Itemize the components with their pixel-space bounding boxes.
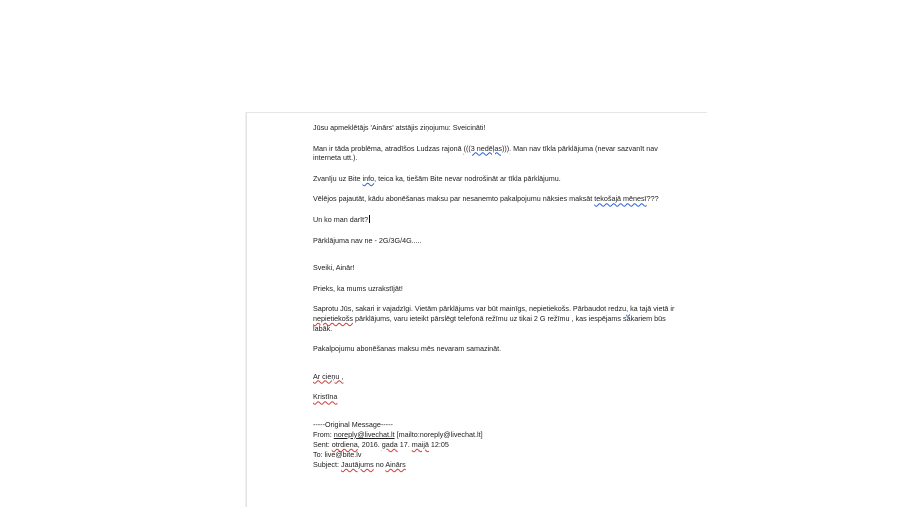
from-address-link[interactable]: noreply@livechat.lt [333, 429, 395, 439]
visitor-paragraph-3 [313, 194, 685, 204]
sent-label: Sent: [313, 439, 332, 449]
sign-off-text: Ar cieņu , [313, 371, 344, 381]
sent-time: 12:05 [428, 439, 449, 449]
original-message [313, 420, 685, 470]
sent-day: otrdiena [331, 439, 358, 449]
spacer [313, 256, 685, 263]
reply-text-misspelled: nepietiekošs [313, 313, 353, 323]
reply-thanks [313, 284, 685, 294]
intro-text: Jūsu apmeklētājs 'Ainārs' atstājis ziņojumu: Sveicināti! [313, 123, 486, 132]
p1-text-b: (((3 nedēļas))) [463, 143, 510, 153]
reply-thanks-text: Prieks, ka mums uzrakstījāt! [313, 283, 403, 293]
original-to [313, 450, 685, 460]
original-subject [313, 460, 685, 470]
reply-greeting-text: Sveiki, Ainār! [313, 263, 355, 273]
p5-text: Pārklājuma nav ne - 2G/3G/4G..... [313, 235, 422, 245]
spacer [313, 365, 685, 372]
p3-text-a: Vēlējos pajautāt, kādu abonēšanas maksu par nesanemto pakalpojumu nāksies maksāt [313, 194, 595, 204]
reply-fee-text: Pakalpojumu abonēšanas maksu mēs nevaram samazināt. [313, 344, 502, 354]
sent-month: maijā [411, 439, 429, 449]
signer-name-text: Kristīna [313, 392, 338, 402]
subject-word-2: no [373, 459, 386, 469]
from-mailto: [mailto:noreply@livechat.lt] [394, 429, 483, 439]
original-header-text: -----Original Message----- [313, 419, 393, 429]
from-label: From: [313, 429, 334, 439]
subject-word-1: Jautājums [340, 459, 374, 469]
email-body[interactable] [313, 123, 685, 470]
text-cursor [369, 215, 370, 223]
p2-text-c: , teica ka, tiešām Bite nevar nodrošināt ar tīkla pārklājumu. [374, 173, 561, 183]
visitor-paragraph-1 [313, 144, 685, 163]
sent-year: , 2016. [357, 439, 382, 449]
subject-label: Subject: [313, 459, 341, 469]
to-line: To: live@bite.lv [313, 449, 362, 459]
email-document[interactable] [246, 112, 707, 507]
spacer [313, 413, 685, 420]
p2-text-a: Zvanīju uz Bite [313, 173, 363, 183]
sent-gada: gada [381, 439, 398, 449]
p3-text-b: tekošajā mēnesī [594, 194, 647, 204]
original-header [313, 420, 685, 430]
reply-greeting [313, 263, 685, 273]
p3-text-c: ??? [646, 194, 659, 204]
reply-text-comma: , [626, 304, 631, 314]
reply-text-e: pārklājums, varu ieteikt pārslēgt telefonā režīmu uz tikai 2 G režīmu , kas iespējams sakariem būs labāk. [313, 313, 666, 333]
p4-text: Un ko man darīt? [313, 214, 369, 224]
p1-text-a: Man ir tāda problēma, atradīšos Ludzas rajonā [313, 143, 464, 153]
reply-text-a: Saprotu Jūs, sakari ir vajadzīgi. Vietām pārklājums var būt mainīgs, nepietiekošs. Pārbaudot redzu [313, 304, 627, 314]
p1-text-c: . Man nav tīkla pārklājuma (nevar sazvanīt nav interneta utt.). [313, 143, 658, 163]
p2-info-word: info [362, 173, 375, 183]
reply-paragraph [313, 304, 685, 333]
sign-off [313, 372, 685, 382]
original-from [313, 430, 685, 440]
signer-name [313, 392, 685, 402]
reply-fee-note [313, 344, 685, 354]
visitor-intro [313, 123, 685, 133]
visitor-paragraph-2 [313, 174, 685, 184]
subject-word-3: Ainārs [385, 459, 406, 469]
sent-date: 17. [397, 439, 412, 449]
original-sent [313, 440, 685, 450]
reply-text-c: ka tajā vietā ir [630, 304, 675, 314]
visitor-paragraph-5 [313, 236, 685, 246]
visitor-paragraph-4 [313, 215, 685, 225]
